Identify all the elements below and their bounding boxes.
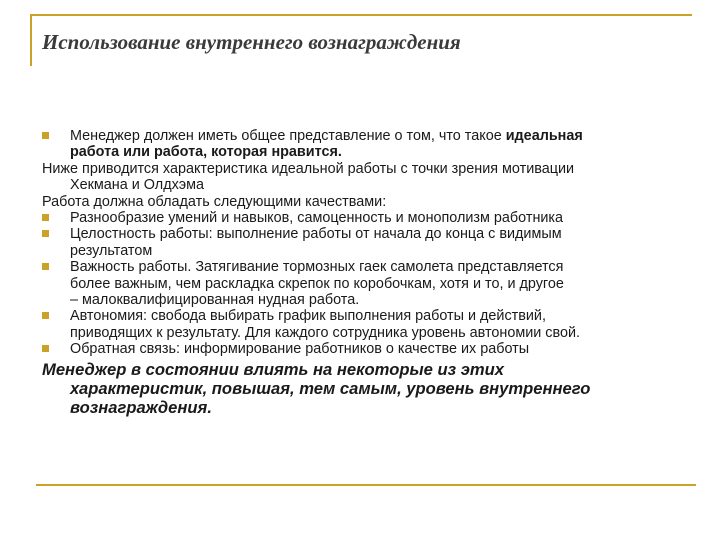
bullet-icon <box>42 263 49 270</box>
bullet-icon <box>42 312 49 319</box>
intro-line-1-normal: Менеджер должен иметь общее представление о том, что такое <box>70 128 506 144</box>
quality-line: более важным, чем раскладка скрепок по коробочкам, хотя и то, и другое <box>70 275 564 292</box>
closing-statement <box>42 360 692 417</box>
intro-bullet <box>42 128 692 161</box>
quality-line: Обратная связь: информирование работников о качестве их работы <box>70 341 530 358</box>
intro-line-2 <box>70 144 692 160</box>
bullet-icon <box>42 132 49 139</box>
closing-line-2: характеристик, повышая, тем самым, уровень внутреннего <box>70 378 591 398</box>
quality-item <box>42 341 692 357</box>
quality-item <box>42 259 692 308</box>
bottom-divider <box>36 484 696 486</box>
bullet-icon <box>42 214 49 221</box>
quality-line: Целостность работы: выполнение работы от начала до конца с видимым <box>70 226 562 243</box>
title-frame-left-line <box>30 14 32 66</box>
title-frame-top-line <box>30 14 692 16</box>
characteristics-intro-line-2: Хекмана и Олдхэма <box>70 177 205 194</box>
qualities-intro: Работа должна обладать следующими качествами: <box>42 193 387 210</box>
bullet-icon <box>42 345 49 352</box>
quality-line: результатом <box>70 242 153 259</box>
intro-line-1 <box>70 128 692 144</box>
intro-line-1-bold: идеальная <box>505 128 583 144</box>
closing-line-1: Менеджер в состоянии влиять на некоторые из этих <box>42 359 504 379</box>
quality-item <box>42 308 692 341</box>
quality-line: приводящих к результату. Для каждого сотрудника уровень автономии свой. <box>70 324 581 341</box>
bullet-icon <box>42 230 49 237</box>
quality-line: Важность работы. Затягивание тормозных гаек самолета представляется <box>70 259 564 276</box>
intro-line-2-bold: работа или работа, которая нравится. <box>70 144 342 161</box>
slide-title: Использование внутреннего вознаграждения <box>42 30 461 54</box>
quality-line: Автономия: свобода выбирать график выполнения работы и действий, <box>70 308 546 325</box>
slide-body <box>42 128 692 417</box>
quality-item <box>42 210 692 226</box>
characteristics-intro-line-1: Ниже приводится характеристика идеальной работы с точки зрения мотивации <box>42 160 575 177</box>
quality-line: – малоквалифицированная нудная работа. <box>70 292 360 309</box>
quality-item <box>42 226 692 259</box>
quality-line: Разнообразие умений и навыков, самоценность и монополизм работника <box>70 210 564 227</box>
closing-line-3: вознаграждения. <box>70 397 212 417</box>
